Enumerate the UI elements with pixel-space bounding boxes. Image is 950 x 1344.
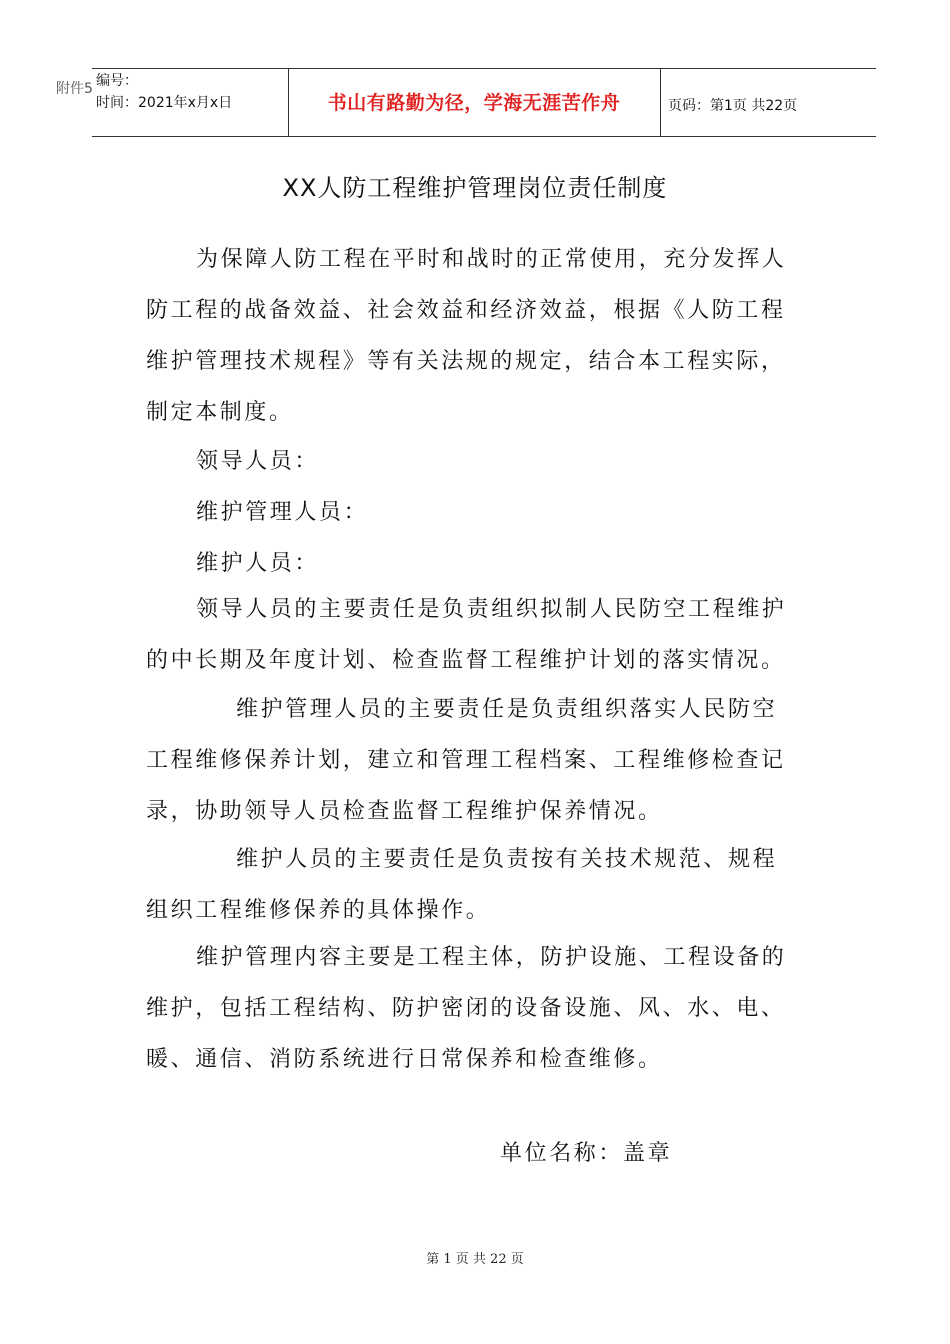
content-paragraph — [146, 932, 786, 1085]
intro-line: 防工程的战备效益、社会效益和经济效益，根据《人防工程 — [146, 298, 786, 323]
content-line: 维护，包括工程结构、防护密闭的设备设施、风、水、电、 — [146, 996, 786, 1021]
attachment-label: 附件5 — [56, 81, 93, 97]
duty-line: 领导人员的主要责任是负责组织拟制人民防空工程维护 — [196, 597, 787, 622]
date-line: 时间：2021年x月x日 — [96, 95, 233, 111]
intro-line: 维护管理技术规程》等有关法规的规定，结合本工程实际， — [146, 349, 786, 374]
page-info: 页码：第1页 共22页 — [668, 98, 798, 114]
content-line: 维护管理内容主要是工程主体，防护设施、工程设备的 — [196, 945, 787, 970]
intro-line: 为保障人防工程在平时和战时的正常使用，充分发挥人 — [196, 247, 787, 272]
header-motto: 书山有路勤为径，学海无涯苦作舟 — [327, 92, 621, 114]
duty-line: 的中长期及年度计划、检查监督工程维护计划的落实情况。 — [146, 648, 786, 673]
duty-line: 维护人员的主要责任是负责按有关技术规范、规程 — [236, 847, 778, 872]
leader-duty-paragraph — [146, 584, 786, 686]
content-line: 暖、通信、消防系统进行日常保养和检查维修。 — [146, 1047, 663, 1072]
document-title: XX人防工程维护管理岗位责任制度 — [282, 174, 668, 202]
manager-duty-paragraph — [146, 684, 786, 837]
role-staff: 维护人员： — [196, 551, 320, 576]
role-manager: 维护管理人员： — [196, 500, 369, 525]
header-top-rule — [92, 68, 876, 69]
role-leader: 领导人员： — [196, 449, 320, 474]
duty-line: 组织工程维修保养的具体操作。 — [146, 898, 491, 923]
roles-list — [196, 436, 368, 589]
duty-line: 录，协助领导人员检查监督工程维护保养情况。 — [146, 799, 663, 824]
duty-line: 维护管理人员的主要责任是负责组织落实人民防空 — [236, 697, 778, 722]
duty-line: 工程维修保养计划，建立和管理工程档案、工程维修检查记 — [146, 748, 786, 773]
signature-line: 单位名称：盖章 — [500, 1141, 673, 1166]
page-footer: 第 1 页 共 22 页 — [426, 1252, 524, 1267]
header-bottom-rule — [92, 136, 876, 137]
staff-duty-paragraph — [146, 834, 777, 936]
intro-line: 制定本制度。 — [146, 400, 294, 425]
header-divider-2 — [660, 68, 661, 136]
serial-number-label: 编号： — [96, 73, 138, 89]
intro-paragraph — [146, 234, 786, 438]
